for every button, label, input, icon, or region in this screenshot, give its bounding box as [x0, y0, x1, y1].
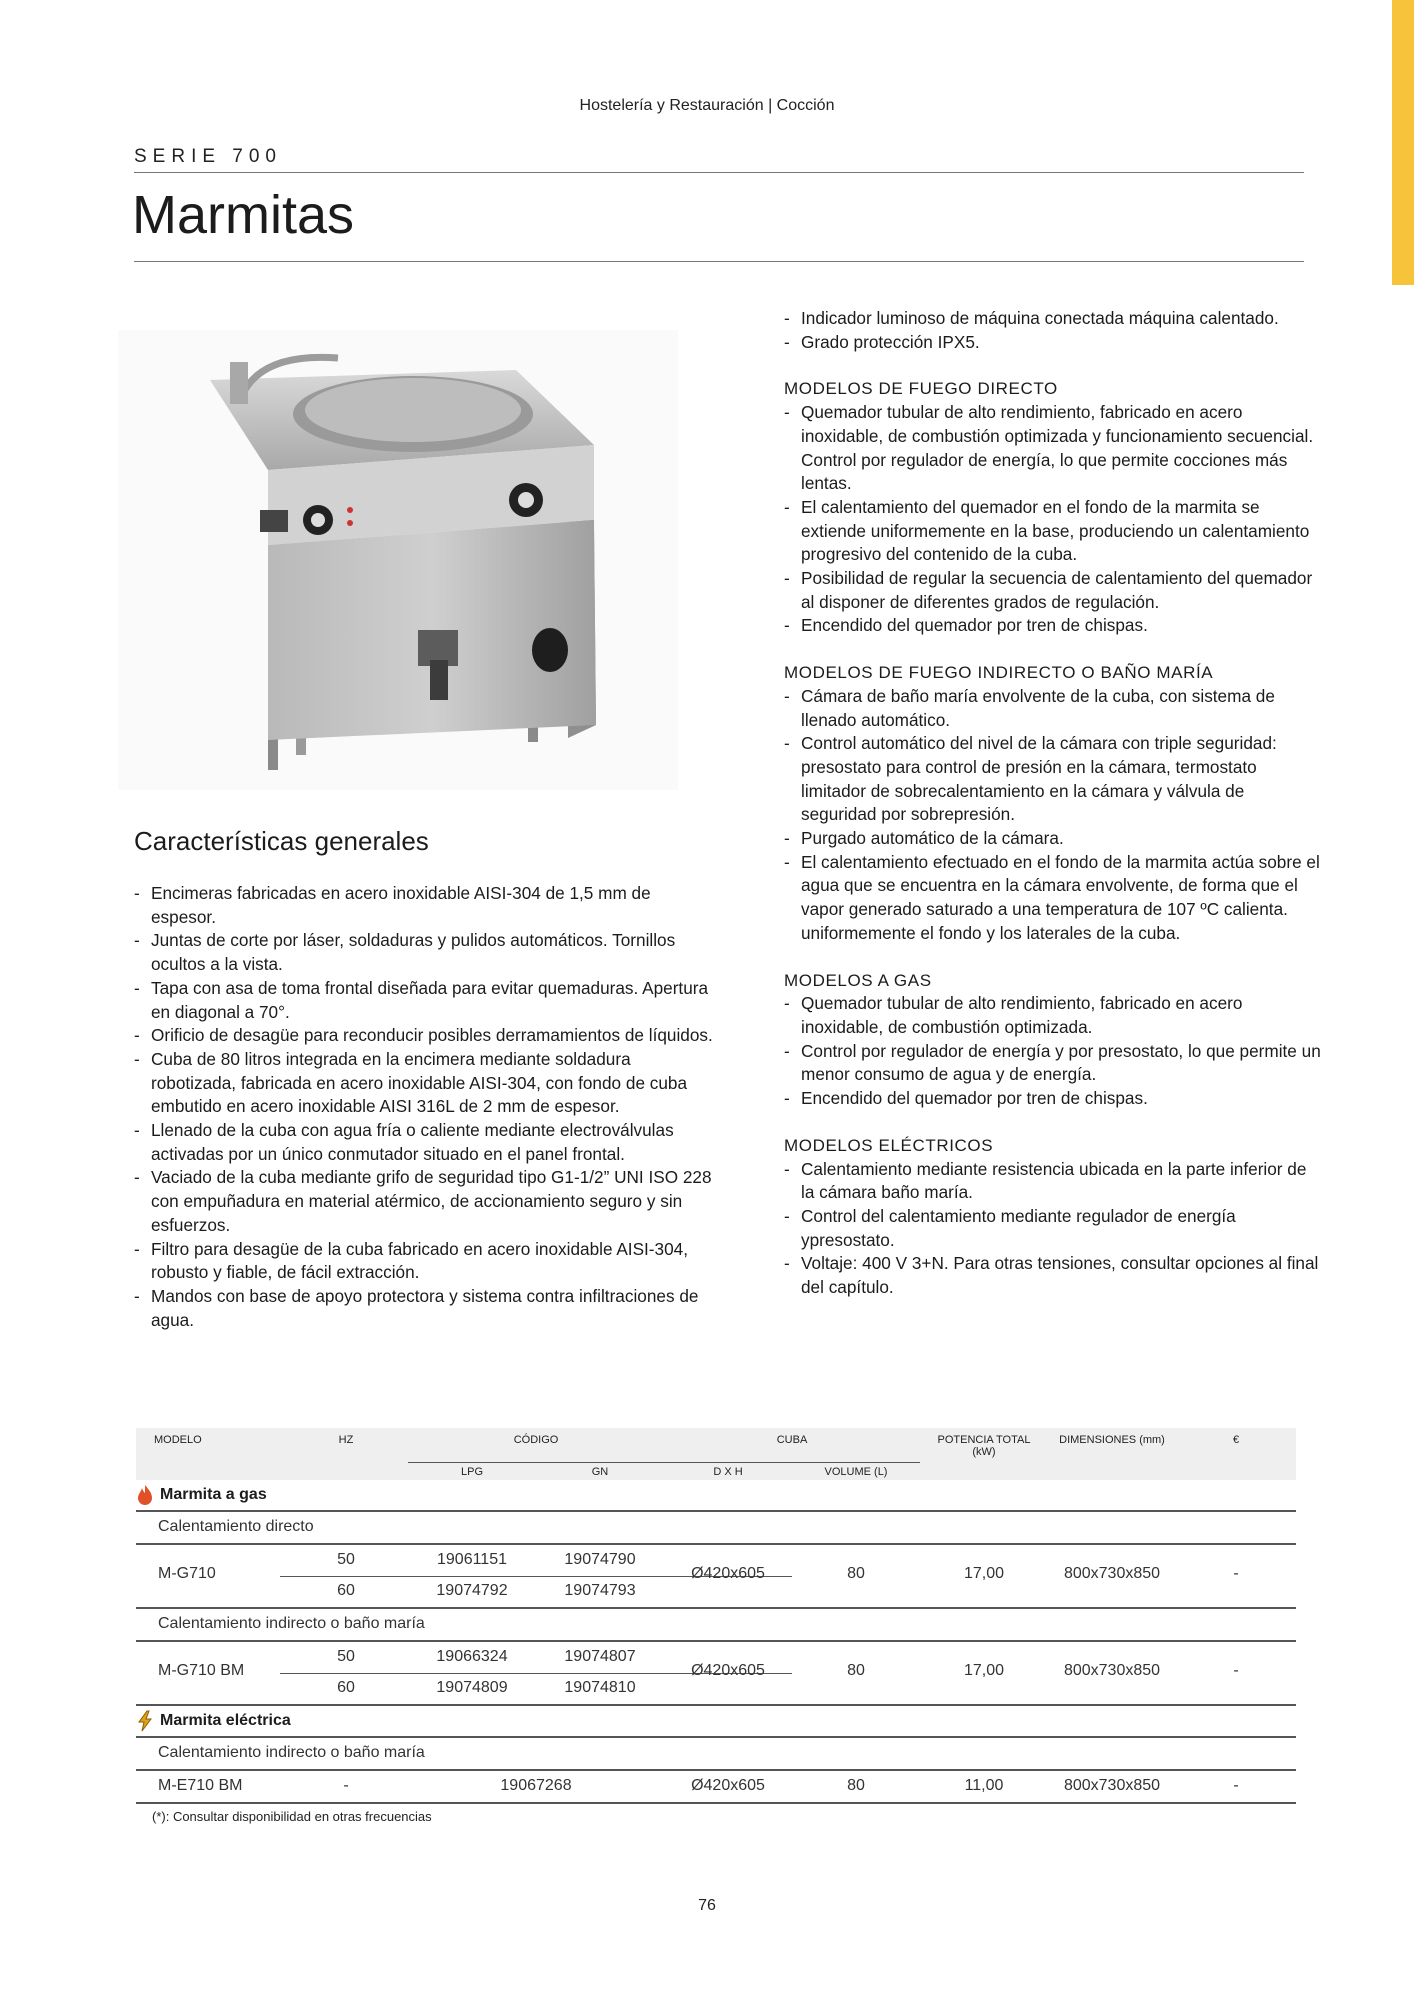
lpg-code-cell: 19074809: [436, 1679, 508, 1696]
dimensions-cell: 800x730x850: [1063, 1662, 1161, 1679]
column-header-code: CÓDIGO: [513, 1434, 559, 1446]
dimensions-cell: 800x730x850: [1063, 1565, 1161, 1582]
dxh-cell: Ø420x605: [691, 1662, 765, 1679]
table-row: [136, 1769, 1296, 1804]
model-features-column: [784, 307, 1324, 1300]
list-item: - Purgado automático de la cámara.: [784, 827, 1324, 851]
list-item: - Cámara de baño maría envolvente de la cuba, con sistema de llenado automático.: [784, 685, 1324, 732]
code-cell: 19067268: [500, 1777, 572, 1794]
hz-cell: 50: [337, 1648, 355, 1665]
direct-fire-list: [784, 401, 1324, 638]
price-cell: -: [1233, 1662, 1239, 1679]
table-row: [136, 1640, 1296, 1704]
volume-cell: 80: [847, 1777, 865, 1794]
intro-list: [784, 307, 1324, 354]
model-cell: M-E710 BM: [158, 1777, 243, 1794]
list-item: - Quemador tubular de alto rendimiento, fabricado en acero inoxidable, de combustión optimizada y funcionamiento secuencial. Control por regulador de energía, lo que permite cocciones más lentas.: [784, 401, 1324, 496]
group-label: Marmita eléctrica: [160, 1712, 291, 1729]
group-gas: [136, 1480, 1296, 1510]
subgroup-row: [136, 1510, 1296, 1543]
subgroup-row: [136, 1607, 1296, 1640]
power-cell: 17,00: [963, 1662, 1005, 1679]
direct-fire-heading: MODELOS DE FUEGO DIRECTO: [784, 379, 1058, 399]
electric-models-list: [784, 1158, 1324, 1300]
table-row: [136, 1543, 1296, 1607]
list-item: - Orificio de desagüe para reconducir posibles derramamientos de líquidos.: [134, 1024, 714, 1048]
indirect-fire-heading: MODELOS DE FUEGO INDIRECTO O BAÑO MARÍA: [784, 663, 1214, 683]
volume-cell: 80: [847, 1662, 865, 1679]
series-label: SERIE 700: [134, 146, 282, 167]
divider: [134, 261, 1304, 262]
general-features-list: [134, 882, 714, 1332]
list-item: - Cuba de 80 litros integrada en la encimera mediante soldadura robotizada, fabricada en acero inoxidable AISI-304, con fondo de cuba embutido en acero inoxidable AISI 316L de 2 mm de espesor.: [134, 1048, 714, 1119]
column-header-gn: GN: [591, 1466, 609, 1478]
list-item: - Tapa con asa de toma frontal diseñada para evitar quemaduras. Apertura en diagonal a 70°.: [134, 977, 714, 1024]
list-item: - Grado protección IPX5.: [784, 331, 1324, 355]
lightning-icon: [136, 1710, 154, 1732]
column-header-model: MODELO: [154, 1434, 202, 1446]
list-item: - Mandos con base de apoyo protectora y sistema contra infiltraciones de agua.: [134, 1285, 714, 1332]
price-cell: -: [1233, 1565, 1239, 1582]
subgroup-label: Calentamiento indirecto o baño maría: [158, 1744, 425, 1761]
power-cell: 17,00: [963, 1565, 1005, 1582]
dxh-cell: Ø420x605: [691, 1777, 765, 1794]
model-cell: M-G710 BM: [158, 1662, 245, 1679]
gn-code-cell: 19074790: [564, 1551, 636, 1568]
list-item: - Posibilidad de regular la secuencia de calentamiento del quemador al disponer de diferentes grados de regulación.: [784, 567, 1324, 614]
product-image: [118, 330, 678, 790]
column-header-dxh: D X H: [713, 1466, 743, 1478]
gn-code-cell: 19074807: [564, 1648, 636, 1665]
list-item: - Calentamiento mediante resistencia ubicada en la parte inferior de la cámara baño maría.: [784, 1158, 1324, 1205]
list-item: - Quemador tubular de alto rendimiento, fabricado en acero inoxidable, de combustión optimizada.: [784, 992, 1324, 1039]
gn-code-cell: 19074793: [564, 1582, 636, 1599]
lpg-code-cell: 19074792: [436, 1582, 508, 1599]
subgroup-row: [136, 1736, 1296, 1769]
column-header-volume: VOLUME (L): [824, 1466, 888, 1478]
list-item: - Juntas de corte por láser, soldaduras y pulidos automáticos. Tornillos ocultos a la vista.: [134, 929, 714, 976]
list-item: - Indicador luminoso de máquina conectada máquina calentado.: [784, 307, 1324, 331]
indirect-fire-list: [784, 685, 1324, 946]
column-header-lpg: LPG: [460, 1466, 483, 1478]
price-cell: -: [1233, 1777, 1239, 1794]
lpg-code-cell: 19066324: [436, 1648, 508, 1665]
hz-cell: 60: [337, 1679, 355, 1696]
list-item: - Encendido del quemador por tren de chispas.: [784, 1087, 1324, 1111]
list-item: - El calentamiento efectuado en el fondo de la marmita actúa sobre el agua que se encuentra en la cámara envolvente, de forma que el vapor generado saturado a una temperatura de 107 ºC calienta. uniformemente el fondo y los laterales de la cuba.: [784, 851, 1324, 946]
list-item: - Control del calentamiento mediante regulador de energía ypresostato.: [784, 1205, 1324, 1252]
electric-models-heading: MODELOS ELÉCTRICOS: [784, 1135, 994, 1155]
list-item: - El calentamiento del quemador en el fondo de la marmita se extiende uniformemente en la base, produciendo un calentamiento progresivo del contenido de la cuba.: [784, 496, 1324, 567]
gas-models-list: [784, 992, 1324, 1111]
subgroup-label: Calentamiento directo: [158, 1518, 314, 1535]
column-header-power: POTENCIA TOTAL: [937, 1434, 1031, 1446]
hz-cell: 50: [337, 1551, 355, 1568]
general-features-heading: Características generales: [134, 826, 429, 856]
group-label: Marmita a gas: [160, 1486, 267, 1503]
column-header-hz: HZ: [338, 1434, 354, 1446]
list-item: - Control por regulador de energía y por presostato, lo que permite un menor consumo de agua y de energía.: [784, 1040, 1324, 1087]
dimensions-cell: 800x730x850: [1063, 1777, 1161, 1794]
volume-cell: 80: [847, 1565, 865, 1582]
column-header-tank: CUBA: [776, 1434, 808, 1446]
list-item: - Llenado de la cuba con agua fría o caliente mediante electroválvulas activadas por un único conmutador situado en el panel frontal.: [134, 1119, 714, 1166]
hz-cell: -: [343, 1777, 349, 1794]
spec-table: [136, 1428, 1296, 1804]
footnote: (*): Consultar disponibilidad en otras frecuencias: [152, 1809, 432, 1824]
column-header-dimensions: DIMENSIONES (mm): [1059, 1434, 1165, 1446]
gn-code-cell: 19074810: [564, 1679, 636, 1696]
power-cell: 11,00: [964, 1777, 1004, 1794]
table-header: [136, 1428, 1296, 1480]
divider: [408, 1462, 920, 1463]
dxh-cell: Ø420x605: [691, 1565, 765, 1582]
group-electric: [136, 1704, 1296, 1736]
column-header-price: €: [1232, 1434, 1240, 1446]
list-item: - Voltaje: 400 V 3+N. Para otras tensiones, consultar opciones al final del capítulo.: [784, 1252, 1324, 1299]
list-item: - Vaciado de la cuba mediante grifo de seguridad tipo G1-1/2” UNI ISO 228 con empuñadura en material atérmico, de accionamiento seguro y sin esfuerzos.: [134, 1166, 714, 1237]
divider: [134, 172, 1304, 173]
hz-cell: 60: [337, 1582, 355, 1599]
list-item: - Encimeras fabricadas en acero inoxidable AISI-304 de 1,5 mm de espesor.: [134, 882, 714, 929]
gas-models-heading: MODELOS A GAS: [784, 970, 932, 990]
page-title: Marmitas: [132, 185, 355, 245]
flame-icon: [136, 1484, 154, 1506]
model-cell: M-G710: [158, 1565, 216, 1582]
list-item: - Control automático del nivel de la cámara con triple seguridad: presostato para control de presión en la cámara, termostato limitador de sobrecalentamiento en la cámara y válvula de seguridad por sobrepresión.: [784, 732, 1324, 827]
subgroup-label: Calentamiento indirecto o baño maría: [158, 1615, 425, 1632]
accent-tab: [1392, 0, 1414, 285]
page-number: 76: [698, 1897, 716, 1914]
column-header-power-unit: (kW): [972, 1446, 996, 1458]
header-category: Hostelería y Restauración | Cocción: [579, 97, 835, 114]
lpg-code-cell: 19061151: [437, 1551, 507, 1568]
list-item: - Filtro para desagüe de la cuba fabricado en acero inoxidable AISI-304, robusto y fiable, de fácil extracción.: [134, 1238, 714, 1285]
list-item: - Encendido del quemador por tren de chispas.: [784, 614, 1324, 638]
